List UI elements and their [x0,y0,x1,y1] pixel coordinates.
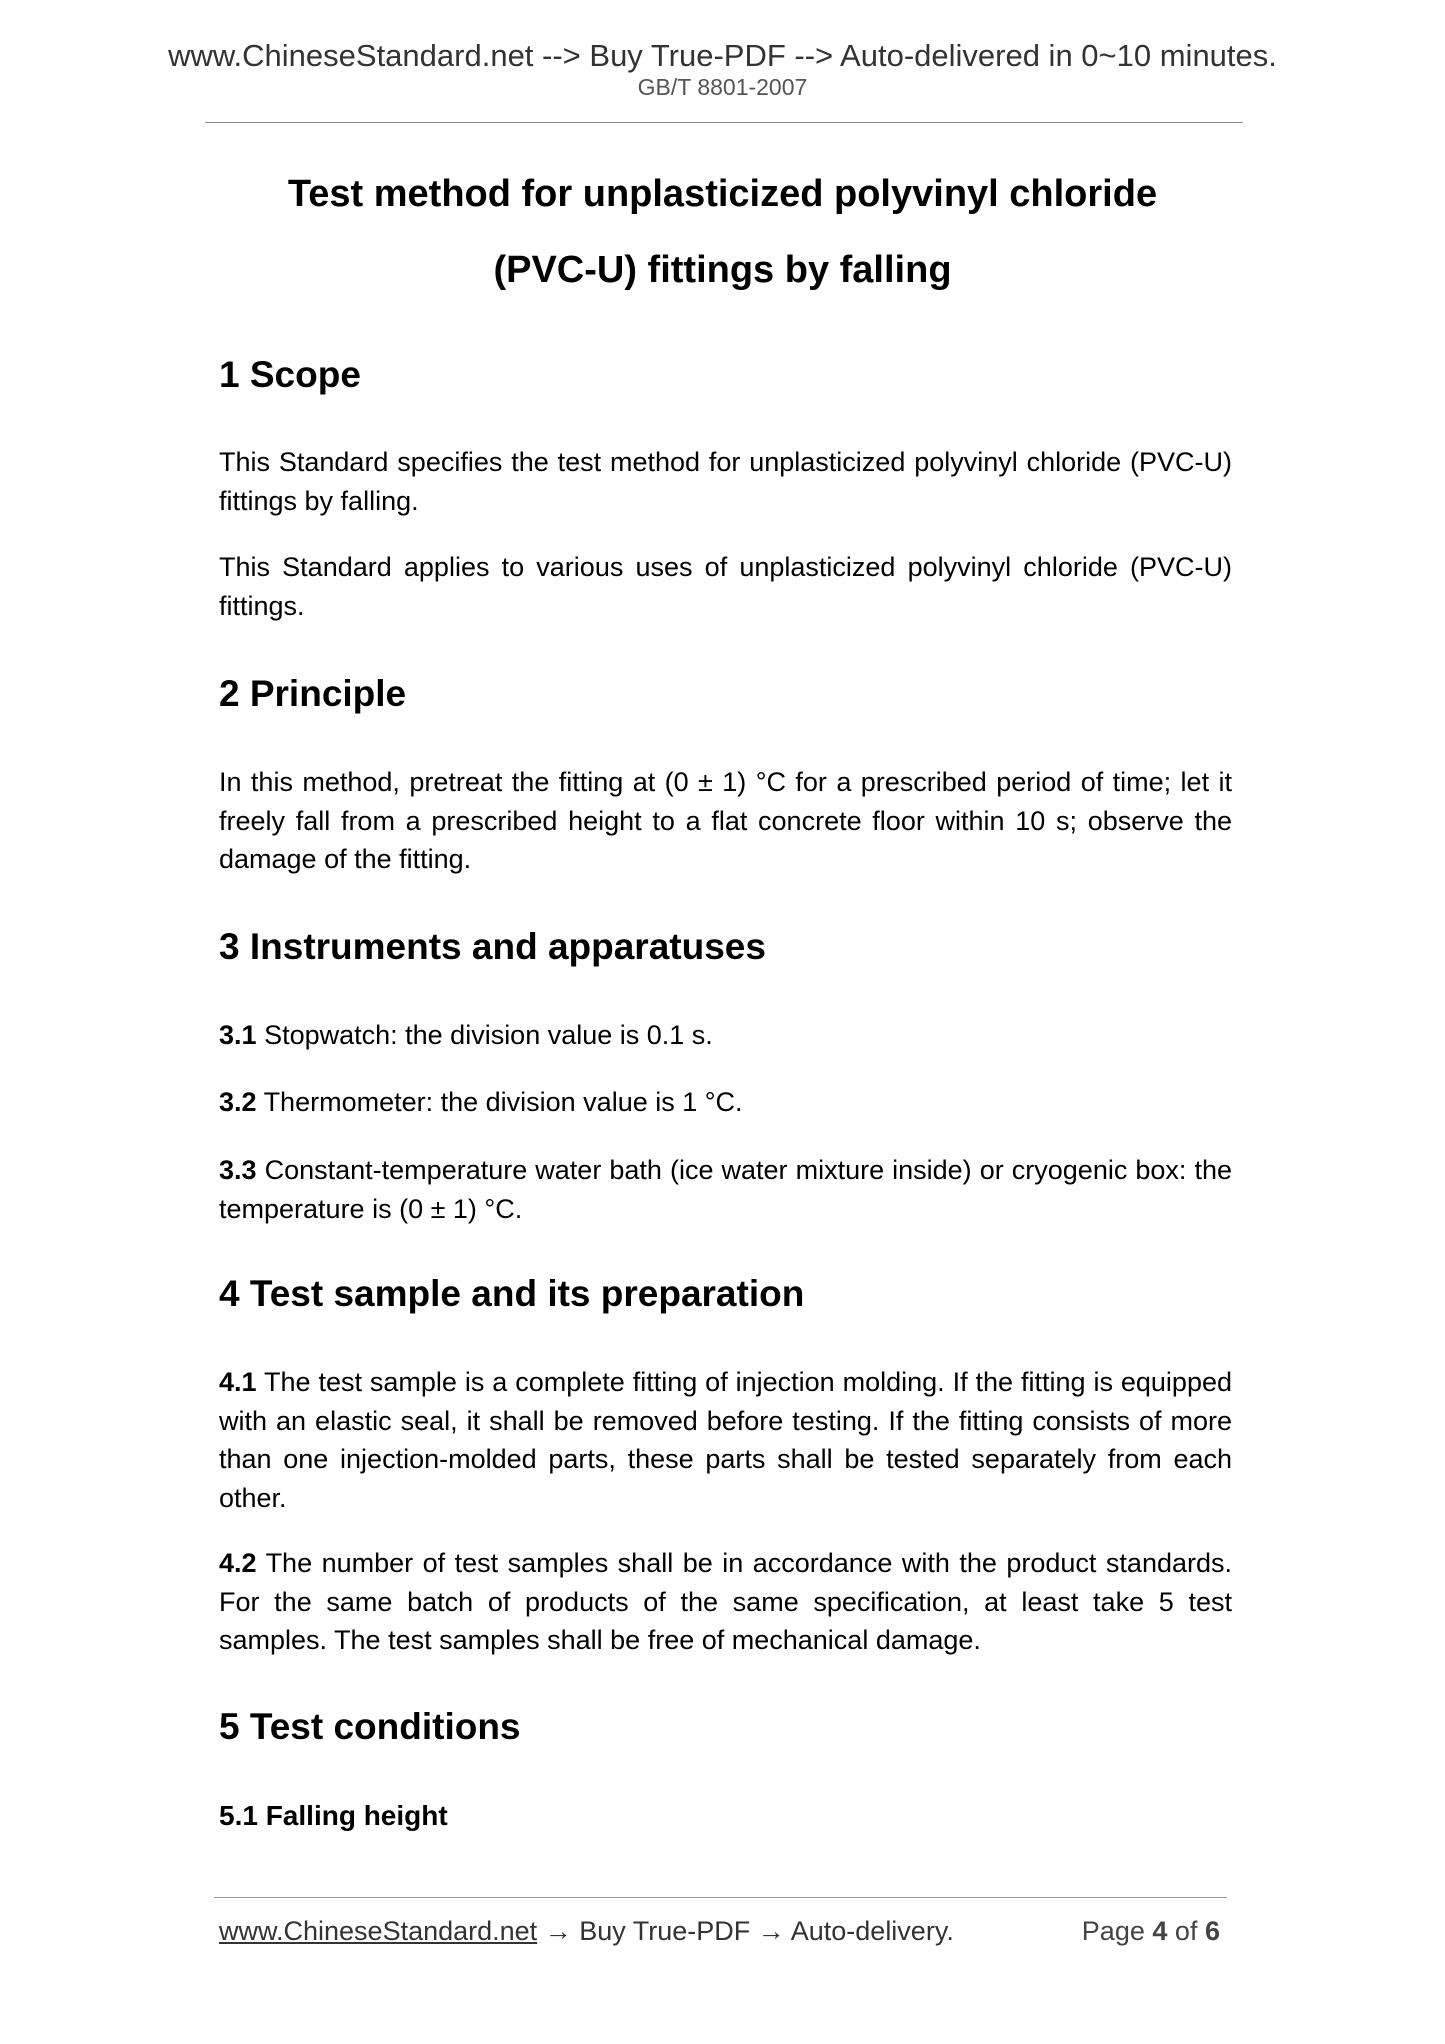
scope-paragraph-1: This Standard specifies the test method for unplasticized polyvinyl chloride (PVC-U) fittings by falling. [219,447,1232,516]
clause-number: 4.1 [219,1367,257,1397]
page-word: Page [1081,1916,1145,1946]
clause-number: 4.2 [219,1548,257,1578]
clause-text: The number of test samples shall be in accordance with the product standards. For the same batch of products of the same specification, at least take 5 test samples. The test samples shall be free of mechanical damage. [219,1548,1232,1655]
footer-website-link[interactable]: www.ChineseStandard.net [219,1916,538,1946]
clause-number: 3.1 [219,1020,257,1050]
section-heading-principle: 2 Principle [219,673,407,714]
clause-text: Constant-temperature water bath (ice water mixture inside) or cryogenic box: the temperature is (0 ± 1) °C. [219,1155,1232,1224]
section-heading-instruments: 3 Instruments and apparatuses [219,926,766,967]
clause-4-2 [219,1544,1232,1660]
page-total: 6 [1204,1916,1220,1946]
of-word: of [1174,1916,1198,1946]
clause-text: The test sample is a complete fitting of injection molding. If the fitting is equipped with an elastic seal, it shall be removed before testing. If the fitting consists of more than one injection-molded parts, these parts shall be tested separately from each other. [219,1367,1232,1513]
header-divider [205,122,1243,123]
document-title-line-2: (PVC-U) fittings by falling [493,249,952,291]
page-indicator [1082,1914,1220,1948]
clause-text: Stopwatch: the division value is 0.1 s. [264,1020,713,1050]
header-banner: www.ChineseStandard.net --> Buy True-PDF --> Auto-delivered in 0~10 minutes. [168,38,1277,73]
section-heading-test-sample: 4 Test sample and its preparation [219,1273,805,1314]
footer-delivery-text: → Buy True-PDF → Auto-delivery. [537,1916,954,1946]
section-heading-scope: 1 Scope [219,354,361,395]
page-current: 4 [1152,1916,1168,1946]
scope-paragraph-2: This Standard applies to various uses of unplasticized polyvinyl chloride (PVC-U) fittings. [219,552,1232,621]
subsection-heading-falling-height: 5.1 Falling height [219,1800,448,1831]
document-title-line-1: Test method for unplasticized polyvinyl chloride [287,173,1158,215]
clause-4-1 [219,1363,1232,1517]
clause-3-1 [219,1016,1232,1055]
footer-divider [214,1897,1227,1898]
clause-number: 3.3 [219,1155,257,1185]
principle-paragraph: In this method, pretreat the fitting at (0 ± 1) °C for a prescribed period of time; let it freely fall from a prescribed height to a flat concrete floor within 10 s; observe the damage of the fitting. [219,767,1232,874]
standard-code: GB/T 8801-2007 [637,74,808,100]
clause-text: Thermometer: the division value is 1 °C. [263,1087,743,1117]
clause-3-2 [219,1083,1232,1122]
clause-number: 3.2 [219,1087,257,1117]
section-heading-test-conditions: 5 Test conditions [219,1706,521,1747]
clause-3-3 [219,1151,1232,1228]
footer-text [219,1914,954,1948]
